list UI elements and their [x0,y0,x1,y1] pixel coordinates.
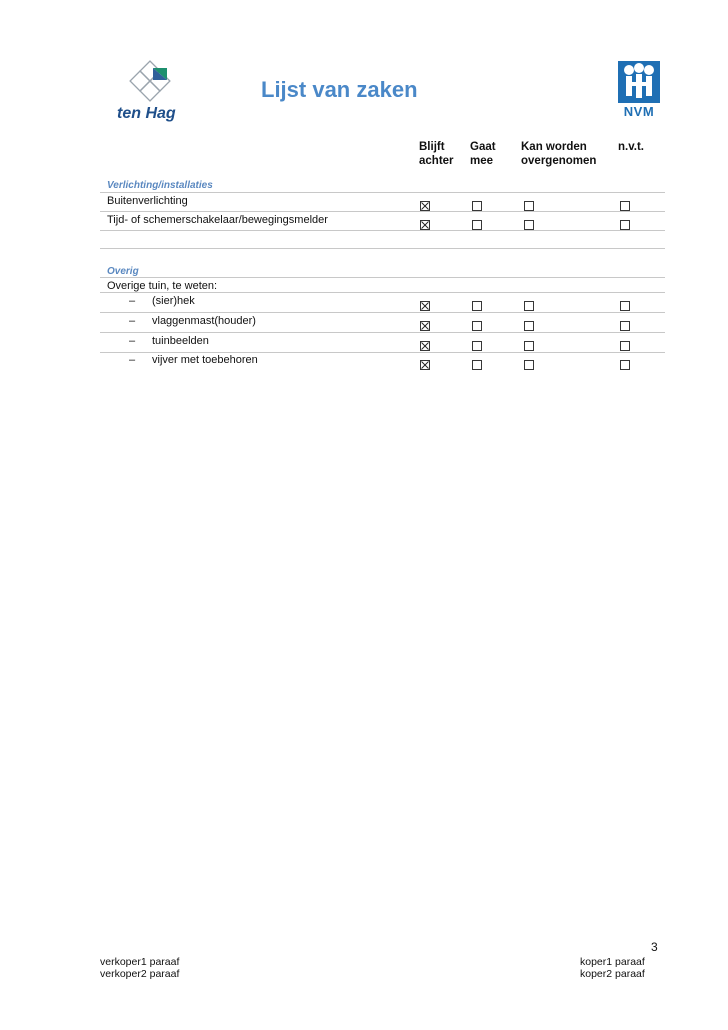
divider [100,192,665,193]
empty-box-icon [472,360,482,370]
checkbox-sierhek-nvt[interactable] [620,298,630,308]
empty-box-icon [620,301,630,311]
empty-box-icon [524,341,534,351]
empty-box-icon [524,360,534,370]
checkbox-tuinbeelden-gaat-mee[interactable] [472,338,482,348]
checkbox-vijver-nvt[interactable] [620,357,630,367]
empty-box-icon [472,321,482,331]
column-header-line2: mee [470,155,494,167]
column-header-line2: overgenomen [521,155,597,167]
checked-box-icon [420,341,430,351]
nvm-logo [617,60,661,118]
footer-koper2: koper2 paraaf [580,968,645,980]
divider [100,312,665,313]
checkbox-sierhek-blijft-achter[interactable] [420,298,430,308]
checkbox-vlaggenmast-nvt[interactable] [620,318,630,328]
checkbox-schemerschakelaar-nvt[interactable] [620,217,630,227]
list-dash: – [129,295,136,307]
empty-box-icon [620,220,630,230]
empty-box-icon [620,360,630,370]
checkbox-sierhek-kan-worden-overgenomen[interactable] [524,298,534,308]
divider [100,292,665,293]
row-label-schemerschakelaar: Tijd- of schemerschakelaar/bewegingsmelder [107,214,328,226]
column-header-line1: n.v.t. [618,141,644,153]
column-header-gaat-mee [470,140,496,168]
ten-hag-emblem-icon [129,60,175,106]
empty-box-icon [524,301,534,311]
checkbox-buitenverlichting-blijft-achter[interactable] [420,198,430,208]
empty-box-icon [620,341,630,351]
checked-box-icon [420,220,430,230]
row-label-vlaggenmast: vlaggenmast(houder) [152,315,256,327]
column-header-nvt [618,140,644,154]
empty-box-icon [620,321,630,331]
column-header-kan-worden-overgenomen [521,140,596,168]
section-intro-overige-tuin: Overige tuin, te weten: [107,280,218,292]
section-title-verlichting: Verlichting/installaties [107,180,213,191]
empty-box-icon [472,220,482,230]
checkbox-vlaggenmast-blijft-achter[interactable] [420,318,430,328]
checked-box-icon [420,301,430,311]
checkbox-sierhek-gaat-mee[interactable] [472,298,482,308]
empty-box-icon [472,201,482,211]
divider [100,332,665,333]
checkbox-vlaggenmast-gaat-mee[interactable] [472,318,482,328]
page-title: Lijst van zaken [261,77,418,102]
nvm-emblem-icon [617,60,661,104]
list-dash: – [129,315,136,327]
checked-box-icon [420,360,430,370]
empty-box-icon [524,220,534,230]
column-header-blijft-achter [419,140,454,168]
row-label-vijver: vijver met toebehoren [152,354,258,366]
row-label-buitenverlichting: Buitenverlichting [107,195,188,207]
checkbox-vlaggenmast-kan-worden-overgenomen[interactable] [524,318,534,328]
checkbox-tuinbeelden-nvt[interactable] [620,338,630,348]
checked-box-icon [420,201,430,211]
empty-box-icon [524,321,534,331]
checkbox-schemerschakelaar-gaat-mee[interactable] [472,217,482,227]
brand-right: NVM [623,104,655,119]
divider [100,352,665,353]
checkbox-schemerschakelaar-kan-worden-overgenomen[interactable] [524,217,534,227]
column-header-line2: achter [419,155,454,167]
page-number: 3 [651,940,658,954]
checkbox-vijver-kan-worden-overgenomen[interactable] [524,357,534,367]
section-title-overig: Overig [107,266,139,277]
checkbox-buitenverlichting-nvt[interactable] [620,198,630,208]
footer-koper1: koper1 paraaf [580,956,645,968]
brand-left: ten Hag [117,105,176,122]
checkbox-tuinbeelden-blijft-achter[interactable] [420,338,430,348]
checkbox-buitenverlichting-gaat-mee[interactable] [472,198,482,208]
divider [100,211,665,212]
checkbox-buitenverlichting-kan-worden-overgenomen[interactable] [524,198,534,208]
empty-box-icon [472,301,482,311]
column-header-line1: Gaat [470,141,496,153]
checkbox-vijver-blijft-achter[interactable] [420,357,430,367]
divider [100,248,665,249]
empty-box-icon [620,201,630,211]
list-dash: – [129,335,136,347]
list-dash: – [129,354,136,366]
divider [100,277,665,278]
checkbox-schemerschakelaar-blijft-achter[interactable] [420,217,430,227]
column-header-line1: Blijft [419,141,445,153]
empty-box-icon [524,201,534,211]
footer-verkoper1: verkoper1 paraaf [100,956,180,968]
row-label-sierhek: (sier)hek [152,295,195,307]
divider [100,230,665,231]
footer-verkoper2: verkoper2 paraaf [100,968,180,980]
checkbox-tuinbeelden-kan-worden-overgenomen[interactable] [524,338,534,348]
empty-box-icon [472,341,482,351]
column-header-line1: Kan worden [521,141,587,153]
checked-box-icon [420,321,430,331]
row-label-tuinbeelden: tuinbeelden [152,335,209,347]
ten-hag-logo [117,60,189,126]
checkbox-vijver-gaat-mee[interactable] [472,357,482,367]
